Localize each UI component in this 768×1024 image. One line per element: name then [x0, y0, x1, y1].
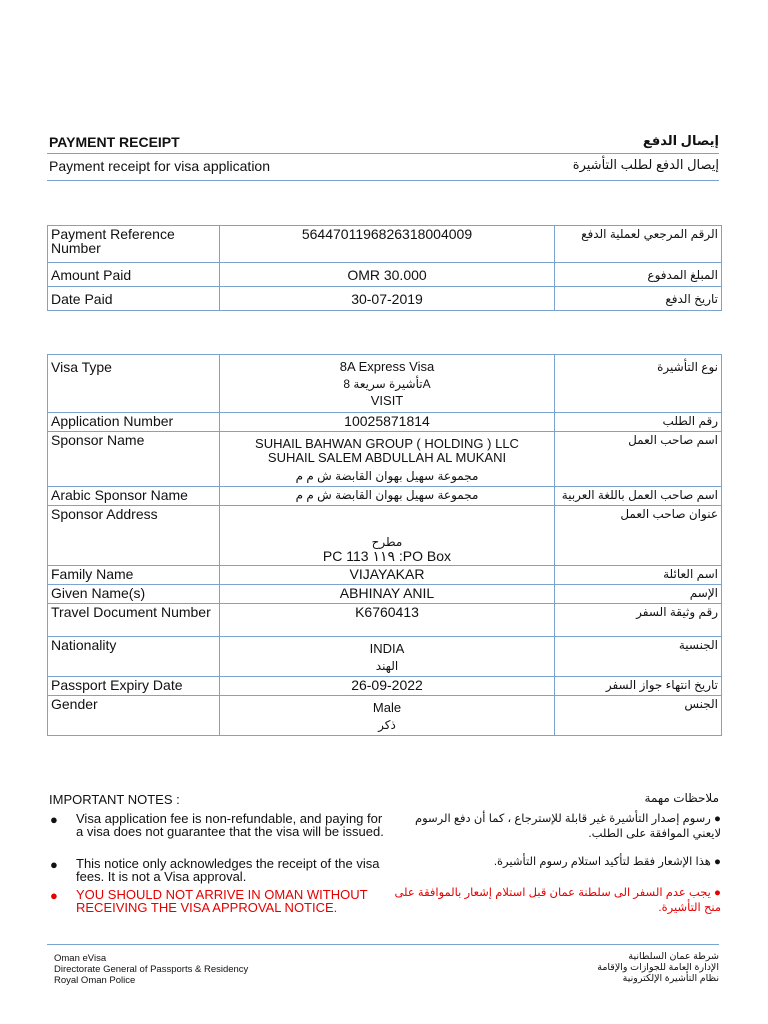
- passport-expiry-label: Passport Expiry Date: [48, 677, 220, 696]
- travel-document-label: Travel Document Number: [48, 604, 220, 637]
- header-divider-bottom: [47, 180, 719, 181]
- table-row: [48, 413, 722, 432]
- nationality-label: Nationality: [48, 637, 220, 677]
- table-row: [48, 637, 722, 677]
- table-row: [48, 585, 722, 604]
- table-row: [48, 287, 722, 311]
- sponsor-address-label: Sponsor Address: [48, 506, 220, 566]
- sponsor-name-value-ar: مجموعة سهيل بهوان القابضة ش م م: [295, 469, 479, 483]
- amount-paid-label-ar: المبلغ المدفوع: [555, 263, 722, 287]
- sponsor-name-value-2: SUHAIL SALEM ABDULLAH AL MUKANI: [267, 450, 507, 465]
- sponsor-name-label-ar: اسم صاحب العمل: [555, 432, 722, 487]
- bullet-icon: ●: [50, 888, 58, 903]
- note-item-3-ar-text: يجب عدم السفر الى سلطنة عمان قبل استلام إشعار بالموافقة على منح التأشيرة.: [394, 887, 721, 914]
- table-row: [48, 677, 722, 696]
- travel-document-value: K6760413: [220, 604, 555, 637]
- payment-table: [47, 225, 722, 311]
- application-number-value: 10025871814: [220, 413, 555, 432]
- arabic-sponsor-name-label-ar: اسم صاحب العمل باللغة العربية: [555, 487, 722, 506]
- footer-line-1-ar: شرطة عمان السلطانية: [628, 951, 719, 962]
- sponsor-address-label-ar: عنوان صاحب العمل: [555, 506, 722, 566]
- nationality-label-ar: الجنسية: [555, 637, 722, 677]
- payment-reference-label: Payment Reference Number: [48, 226, 220, 263]
- footer-line-2: Directorate General of Passports & Residency: [54, 964, 249, 975]
- application-number-label: Application Number: [48, 413, 220, 432]
- table-row: [48, 506, 722, 566]
- note-item-2-ar-text: هذا الإشعار فقط لتأكيد استلام رسوم التأشيرة.: [493, 856, 711, 868]
- table-row: [48, 487, 722, 506]
- table-row: [48, 355, 722, 413]
- given-name-value: ABHINAY ANIL: [220, 585, 555, 604]
- important-notes-title: IMPORTANT NOTES :: [49, 792, 180, 807]
- note-item-2: This notice only acknowledges the receipt of the visa fees. It is not a Visa approval.: [76, 856, 380, 884]
- footer-right: [597, 951, 719, 984]
- gender-value: Male: [372, 700, 402, 715]
- footer-divider: [47, 944, 719, 945]
- page-subtitle: Payment receipt for visa application: [49, 158, 270, 174]
- given-name-label-ar: الإسم: [555, 585, 722, 604]
- amount-paid-label: Amount Paid: [48, 263, 220, 287]
- family-name-label: Family Name: [48, 566, 220, 585]
- family-name-label-ar: اسم العائلة: [555, 566, 722, 585]
- sponsor-address-value-ar: مطرح: [371, 535, 403, 549]
- gender-label: Gender: [48, 696, 220, 736]
- payment-reference-value: 5644701196826318004009: [220, 226, 555, 263]
- table-row: [48, 566, 722, 585]
- page-title-ar: إيصال الدفع: [642, 133, 719, 148]
- visa-type-value: 8A Express Visa: [339, 359, 435, 374]
- date-paid-label: Date Paid: [48, 287, 220, 311]
- visa-type-label: Visa Type: [48, 355, 220, 413]
- nationality-value-ar: الهند: [375, 659, 399, 673]
- table-row: [48, 432, 722, 487]
- passport-expiry-value: 26-09-2022: [220, 677, 555, 696]
- visa-details-table: [47, 354, 722, 736]
- note-item-2-ar: [391, 855, 721, 870]
- note-item-1-ar: [391, 812, 721, 842]
- visa-type-label-ar: نوع التأشيرة: [555, 355, 722, 413]
- given-name-label: Given Name(s): [48, 585, 220, 604]
- bullet-icon: ●: [50, 857, 58, 872]
- gender-label-ar: الجنس: [555, 696, 722, 736]
- date-paid-label-ar: تاريخ الدفع: [555, 287, 722, 311]
- footer-line-1: Oman eVisa: [54, 953, 107, 964]
- note-item-3-ar: [391, 886, 721, 916]
- visa-type-value-visit: VISIT: [370, 393, 404, 408]
- travel-document-label-ar: رقم وثيقة السفر: [555, 604, 722, 637]
- arabic-sponsor-name-value: مجموعة سهيل بهوان القابضة ش م م: [220, 487, 555, 506]
- table-row: [48, 226, 722, 263]
- passport-expiry-label-ar: تاريخ انتهاء جواز السفر: [555, 677, 722, 696]
- application-number-label-ar: رقم الطلب: [555, 413, 722, 432]
- amount-paid-value: OMR 30.000: [220, 263, 555, 287]
- page-subtitle-ar: إيصال الدفع لطلب التأشيرة: [572, 157, 719, 172]
- table-row: [48, 696, 722, 736]
- footer-line-3-ar: نظام التأشيرة الإلكترونية: [622, 973, 719, 984]
- important-notes-title-ar: ملاحظات مهمة: [644, 791, 719, 805]
- note-item-1: Visa application fee is non-refundable, and paying for a visa does not guarantee that the visa will be issued.: [76, 811, 384, 839]
- gender-value-ar: ذكر: [378, 718, 396, 732]
- arabic-sponsor-name-label: Arabic Sponsor Name: [48, 487, 220, 506]
- family-name-value: VIJAYAKAR: [220, 566, 555, 585]
- payment-reference-label-ar: الرقم المرجعي لعملية الدفع: [555, 226, 722, 263]
- footer-left: [54, 953, 248, 986]
- bullet-icon: ●: [50, 812, 58, 827]
- sponsor-address-value: PC 113 ١١٩ :PO Box: [322, 548, 452, 564]
- bullet-icon: ●: [710, 813, 721, 825]
- sponsor-name-label: Sponsor Name: [48, 432, 220, 487]
- header-divider: [47, 153, 719, 154]
- nationality-value: INDIA: [369, 641, 405, 656]
- note-item-3-warning: YOU SHOULD NOT ARRIVE IN OMAN WITHOUT RECEIVING THE VISA APPROVAL NOTICE.: [76, 887, 368, 915]
- date-paid-value: 30-07-2019: [220, 287, 555, 311]
- bullet-icon: ●: [710, 887, 721, 899]
- note-item-1-ar-text: رسوم إصدار التأشيرة غير قابلة للإسترجاع ، كما أن دفع الرسوم لايعني الموافقة على الطلب.: [414, 813, 721, 840]
- footer-line-3: Royal Oman Police: [54, 975, 136, 986]
- bullet-icon: ●: [710, 856, 721, 868]
- table-row: [48, 263, 722, 287]
- table-row: [48, 604, 722, 637]
- page-title: PAYMENT RECEIPT: [49, 134, 180, 150]
- footer-line-2-ar: الإدارة العامة للجوازات والإقامة: [597, 962, 719, 973]
- sponsor-name-value-1: SUHAIL BAHWAN GROUP ( HOLDING ) LLC: [255, 436, 519, 451]
- visa-type-value-ar: تأشيرة سريعة 8A: [343, 377, 431, 391]
